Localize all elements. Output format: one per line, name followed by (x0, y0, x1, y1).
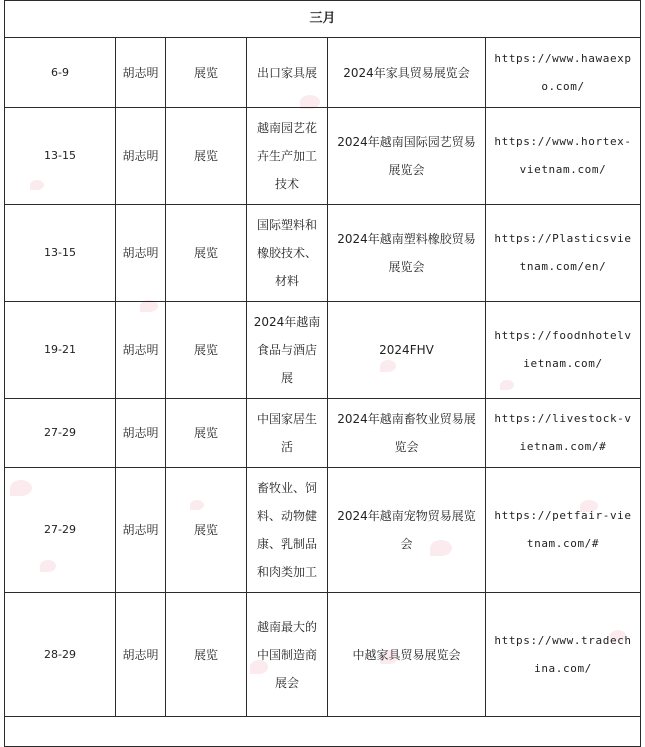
date-cell: 27-29 (5, 399, 116, 468)
city-cell: 胡志明 (116, 108, 166, 205)
type-cell: 展览 (166, 593, 247, 717)
website-link[interactable]: https://livestock-vietnam.com/# (486, 399, 641, 468)
exhibition-name-cell: 2024FHV (328, 302, 486, 399)
type-cell: 展览 (166, 38, 247, 108)
website-link[interactable]: https://www.hawaexpo.com/ (486, 38, 641, 108)
city-cell: 胡志明 (116, 302, 166, 399)
type-cell: 展览 (166, 205, 247, 302)
table-row (5, 38, 641, 108)
category-cell: 越南最大的中国制造商展会 (247, 593, 328, 717)
category-cell: 畜牧业、饲料、动物健康、乳制品和肉类加工 (247, 468, 328, 593)
city-cell: 胡志明 (116, 38, 166, 108)
table-row (5, 593, 641, 717)
table-row (5, 399, 641, 468)
city-cell: 胡志明 (116, 468, 166, 593)
category-cell: 越南园艺花卉生产加工技术 (247, 108, 328, 205)
date-cell: 27-29 (5, 468, 116, 593)
type-cell: 展览 (166, 468, 247, 593)
exhibition-name-cell: 2024年越南塑料橡胶贸易展览会 (328, 205, 486, 302)
category-cell: 国际塑料和橡胶技术、材料 (247, 205, 328, 302)
website-link[interactable]: https://www.tradechina.com/ (486, 593, 641, 717)
category-cell: 2024年越南食品与酒店展 (247, 302, 328, 399)
exhibition-name-cell: 2024年越南畜牧业贸易展览会 (328, 399, 486, 468)
table-row (5, 302, 641, 399)
exhibition-name-cell: 2024年越南宠物贸易展览会 (328, 468, 486, 593)
date-cell: 13-15 (5, 205, 116, 302)
city-cell: 胡志明 (116, 205, 166, 302)
city-cell: 胡志明 (116, 399, 166, 468)
date-cell: 28-29 (5, 593, 116, 717)
table-row (5, 205, 641, 302)
category-cell: 出口家具展 (247, 38, 328, 108)
next-row-edge (5, 717, 641, 747)
type-cell: 展览 (166, 302, 247, 399)
type-cell: 展览 (166, 399, 247, 468)
category-cell: 中国家居生活 (247, 399, 328, 468)
website-link[interactable]: https://Plasticsvietnam.com/en/ (486, 205, 641, 302)
website-link[interactable]: https://www.hortex-vietnam.com/ (486, 108, 641, 205)
website-link[interactable]: https://foodnhotelvietnam.com/ (486, 302, 641, 399)
date-cell: 6-9 (5, 38, 116, 108)
month-title: 三月 (5, 1, 641, 38)
table-row-partial (5, 717, 641, 747)
month-header-row (5, 1, 641, 38)
schedule-table (4, 0, 641, 747)
date-cell: 13-15 (5, 108, 116, 205)
website-link[interactable]: https://petfair-vietnam.com/# (486, 468, 641, 593)
exhibition-name-cell: 2024年家具贸易展览会 (328, 38, 486, 108)
table-row (5, 468, 641, 593)
table-row (5, 108, 641, 205)
exhibition-name-cell: 中越家具贸易展览会 (328, 593, 486, 717)
type-cell: 展览 (166, 108, 247, 205)
exhibition-name-cell: 2024年越南国际园艺贸易展览会 (328, 108, 486, 205)
city-cell: 胡志明 (116, 593, 166, 717)
date-cell: 19-21 (5, 302, 116, 399)
